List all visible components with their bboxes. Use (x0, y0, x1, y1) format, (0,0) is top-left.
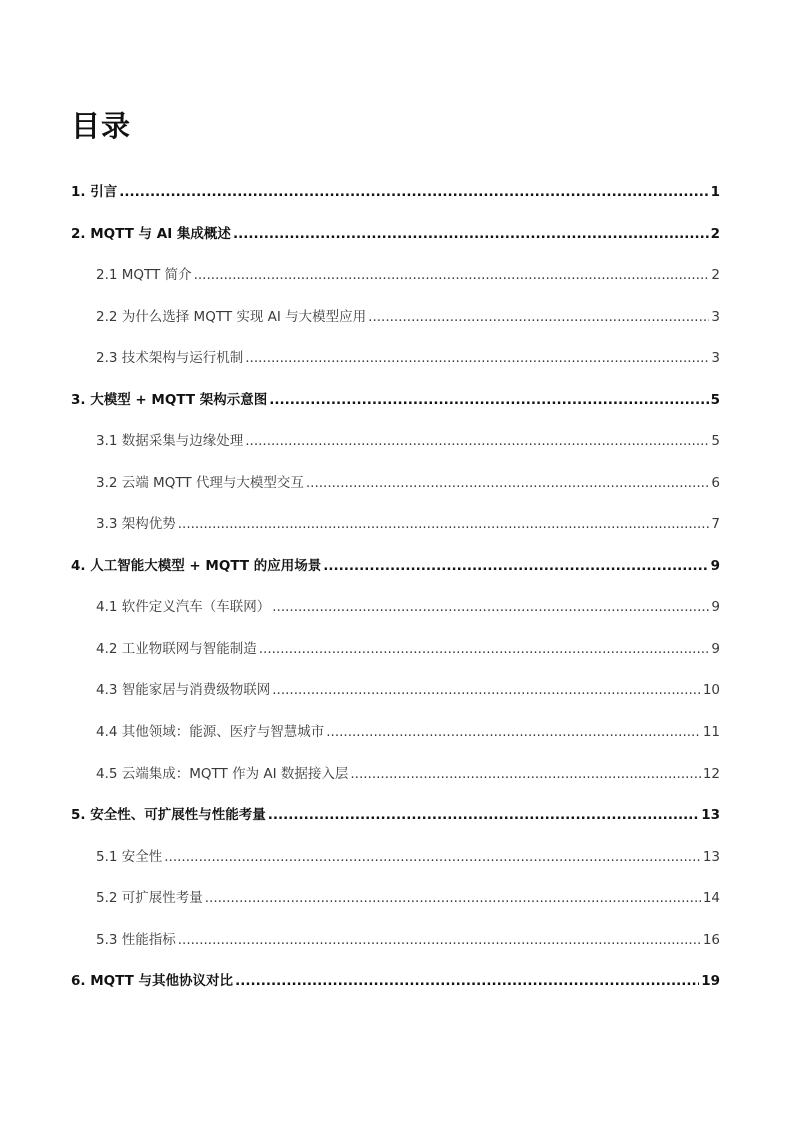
toc-entry-text: 3.2 云端 MQTT 代理与大模型交互 (96, 475, 304, 491)
toc-entry[interactable] (71, 182, 720, 202)
toc-page-number: 3 (711, 309, 720, 325)
toc-dot-leader (306, 473, 710, 493)
toc-subentry[interactable] (96, 473, 720, 493)
toc-dot-leader (164, 847, 701, 867)
toc-entry-text: 5.2 可扩展性考量 (96, 890, 203, 906)
toc-dot-leader (235, 971, 699, 991)
toc-dot-leader (119, 182, 708, 202)
toc-entry-text: 4. 人工智能大模型 + MQTT 的应用场景 (71, 558, 322, 574)
toc-page-number: 12 (702, 766, 720, 782)
toc-page-number: 9 (711, 599, 720, 615)
toc-entry[interactable] (71, 971, 720, 991)
toc-entry-text: 6. MQTT 与其他协议对比 (71, 973, 234, 989)
toc-entry-text: 3.1 数据采集与边缘处理 (96, 433, 244, 449)
toc-title: 目录 (71, 109, 132, 143)
toc-dot-leader (178, 930, 701, 950)
toc-dot-leader (205, 888, 701, 908)
toc-page-number: 19 (701, 973, 720, 989)
toc-dot-leader (272, 597, 709, 617)
toc-subentry[interactable] (96, 764, 720, 784)
toc-page-number: 2 (711, 267, 720, 283)
toc-page-number: 7 (711, 516, 720, 532)
toc-page-number: 14 (702, 890, 720, 906)
toc-subentry[interactable] (96, 722, 720, 742)
toc-dot-leader (245, 348, 709, 368)
toc-page-number: 1 (710, 184, 720, 200)
toc-entry-text: 5.3 性能指标 (96, 932, 176, 948)
toc-subentry[interactable] (96, 680, 720, 700)
toc-page-number: 9 (710, 558, 720, 574)
toc-subentry[interactable] (96, 930, 720, 950)
toc-page-number: 9 (711, 641, 720, 657)
toc-entry-text: 4.5 云端集成：MQTT 作为 AI 数据接入层 (96, 766, 349, 782)
toc-dot-leader (368, 307, 709, 327)
toc-entry-text: 4.1 软件定义汽车（车联网） (96, 599, 271, 615)
toc-page-number: 10 (702, 682, 720, 698)
toc-entry-text: 4.3 智能家居与消费级物联网 (96, 682, 271, 698)
toc-dot-leader (272, 680, 701, 700)
toc-page-number: 5 (710, 392, 720, 408)
toc-dot-leader (350, 764, 700, 784)
toc-page-number: 16 (702, 932, 720, 948)
toc-subentry[interactable] (96, 307, 720, 327)
toc-page-number: 5 (711, 433, 720, 449)
toc-entry-text: 2.3 技术架构与运行机制 (96, 350, 244, 366)
toc-entry[interactable] (71, 390, 720, 410)
toc-dot-leader (178, 514, 710, 534)
toc-dot-leader (194, 265, 710, 285)
toc-subentry[interactable] (96, 597, 720, 617)
toc-subentry[interactable] (96, 348, 720, 368)
toc-entry-text: 4.4 其他领域：能源、医疗与智慧城市 (96, 724, 325, 740)
toc-dot-leader (268, 805, 699, 825)
toc-entry-text: 3. 大模型 + MQTT 架构示意图 (71, 392, 268, 408)
toc-dot-leader (259, 639, 710, 659)
toc-entry-text: 3.3 架构优势 (96, 516, 176, 532)
toc-entry[interactable] (71, 224, 720, 244)
toc-entry-text: 2.2 为什么选择 MQTT 实现 AI 与大模型应用 (96, 309, 367, 325)
toc-subentry[interactable] (96, 888, 720, 908)
toc-subentry[interactable] (96, 639, 720, 659)
toc-page-number: 2 (710, 226, 720, 242)
toc-page-number: 13 (701, 807, 720, 823)
toc-page-number: 3 (711, 350, 720, 366)
toc-entry-text: 4.2 工业物联网与智能制造 (96, 641, 257, 657)
toc-page-number: 13 (702, 849, 720, 865)
toc-dot-leader (269, 390, 708, 410)
toc-entry-text: 1. 引言 (71, 184, 118, 200)
toc-dot-leader (323, 556, 708, 576)
toc-subentry[interactable] (96, 431, 720, 451)
toc-subentry[interactable] (96, 847, 720, 867)
toc-dot-leader (326, 722, 701, 742)
toc-page-number: 6 (711, 475, 720, 491)
toc-page-number: 11 (702, 724, 720, 740)
toc-entry-text: 5. 安全性、可扩展性与性能考量 (71, 807, 266, 823)
toc-entry-text: 5.1 安全性 (96, 849, 163, 865)
toc-subentry[interactable] (96, 514, 720, 534)
toc-entry-text: 2. MQTT 与 AI 集成概述 (71, 226, 231, 242)
toc-dot-leader (233, 224, 709, 244)
toc-dot-leader (245, 431, 709, 451)
toc-entry[interactable] (71, 556, 720, 576)
toc-entry-text: 2.1 MQTT 简介 (96, 267, 192, 283)
toc-subentry[interactable] (96, 265, 720, 285)
toc-entry[interactable] (71, 805, 720, 825)
